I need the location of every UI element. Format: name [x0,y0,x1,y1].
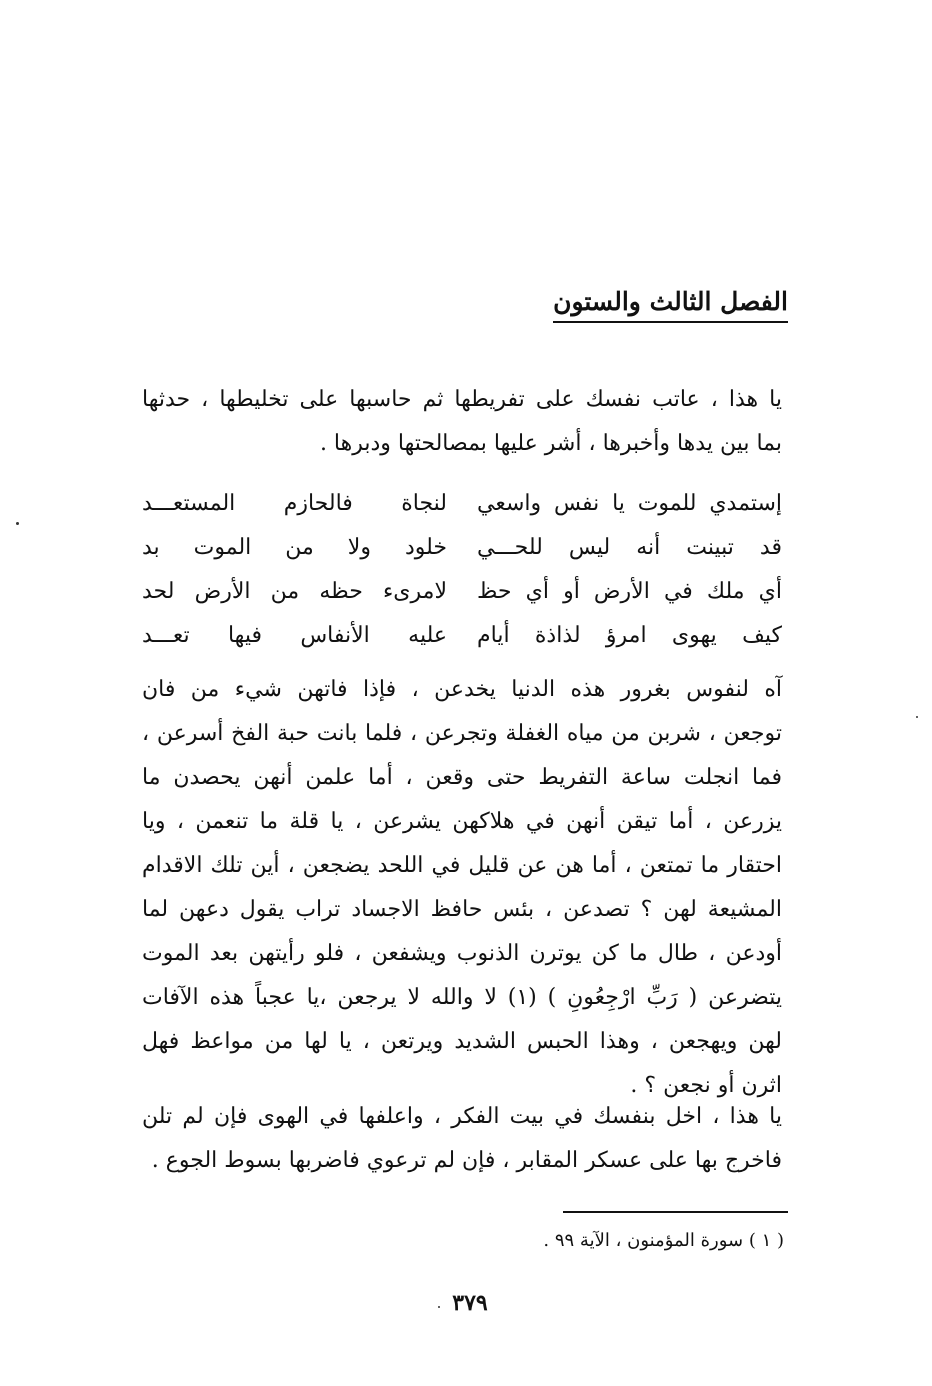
footnote-separator [563,1211,788,1213]
poem-verse [142,614,782,658]
verse-second-hemistich: خلود ولا من الموت بد [142,535,447,560]
paragraph-line: يزرعن ، أما تيقن أنهن في هلاكهن يشرعن ، يا قلة ما تنعمن ، ويا [142,809,782,834]
paragraph-line: فما انجلت ساعة التفريط حتى وقعن ، أما علمن أنهن يحصدن ما [142,765,782,790]
paragraph-line: آه لنفوس بغرور هذه الدنيا يخدعن ، فإذا فاتهن شيء من فان [142,677,782,702]
paragraph-line: اثرن أو نجعن ؟ . [630,1073,782,1098]
scan-speck [916,716,918,718]
paragraph-line: يا هذا ، عاتب نفسك على تفريطها ثم حاسبها على تخليطها ، حدثها [142,387,782,412]
paragraph-line: يا هذا ، اخل بنفسك في بيت الفكر ، واعلفها في الهوى فإن لم تلن [142,1104,782,1129]
scan-speck [438,1306,440,1308]
poem-verse [142,570,782,614]
verse-second-hemistich: عليه الأنفاس فيها تعـــد [142,623,447,648]
paragraph-line: لهن ويهجعن ، وهذا الحبس الشديد ويرتعن ، يا لها من مواعظ فهل [142,1029,782,1054]
verse-first-hemistich: قد تبينت أنه ليس للحـــي [477,535,782,560]
paragraph-line: المشيعة لهن ؟ تصدعن ، بئس حافظ الاجساد تراب يقول دعهن لما [142,897,782,922]
poem-verse [142,482,782,526]
verse-first-hemistich: كيف يهوى امرؤ لذاذة أيام [477,623,782,648]
paragraph-line: احتقار ما تمتعن ، أما هن عن قليل في اللحد يضجعن ، أين تلك الاقدام [142,853,782,878]
verse-first-hemistich: إستمدي للموت يا نفس واسعي [477,491,782,516]
paragraph-1 [142,378,782,466]
poem-verse [142,526,782,570]
paragraph-line: أودعن ، طال ما كن يوترن الذنوب ويشفعن ، فلو رأيتهن بعد الموت [142,941,782,966]
paragraph-line: يتضرعن ( رَبِّ ارْجِعُونِ ) (١) لا والله لا يرجعن ،يا عجباً هذه الآفات [142,985,782,1010]
paragraph-line: توجعن ، شربن من مياه الغفلة وتجرعن ، فلما بانت حبة الفخ أسرعن ، [142,721,782,746]
verse-second-hemistich: لنجاة فالحازم المستعـــد [142,491,447,516]
scan-speck [16,522,19,525]
paragraph-3 [142,668,782,1108]
verse-first-hemistich: أي ملك في الأرض أو أي حظ [477,579,782,604]
paragraph-line: بما بين يدها وأخبرها ، أشر عليها بمصالحتها ودبرها . [319,431,782,456]
page-number: ٣٧٩ [452,1290,488,1316]
poem [142,482,782,658]
chapter-title: الفصل الثالث والستون [553,285,788,323]
paragraph-line: فاخرج بها على عسكر المقابر ، فإن لم ترعوي فاضربها بسوط الجوع . [151,1148,782,1173]
paragraph-4 [142,1095,782,1183]
footnote: ( ١ ) سورة المؤمنون ، الآية ٩٩ . [543,1230,784,1251]
verse-second-hemistich: لامرىء حظه من الأرض لحد [142,579,447,604]
